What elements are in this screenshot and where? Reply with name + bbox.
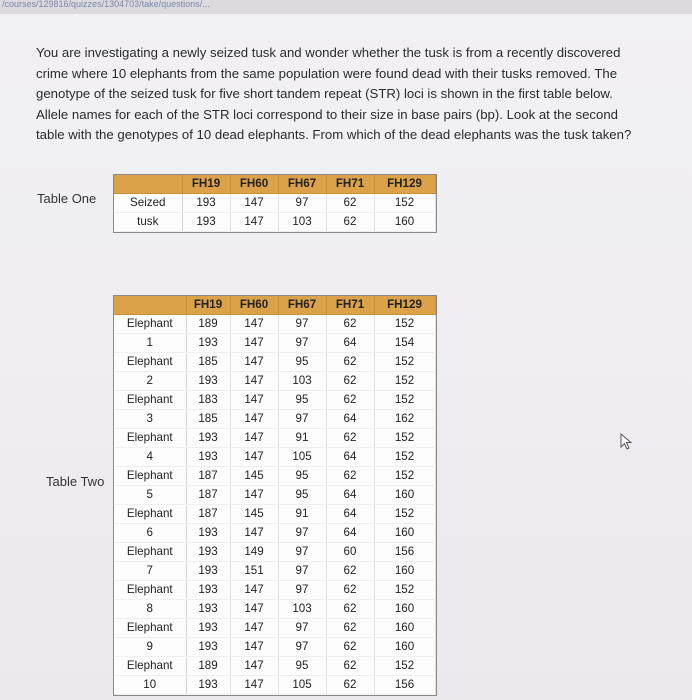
table-one-header: FH129 xyxy=(374,175,435,194)
allele-cell: 62 xyxy=(326,372,374,391)
allele-cell: 183 xyxy=(186,391,230,410)
allele-cell: 97 xyxy=(278,410,326,429)
elephant-number: 9 xyxy=(114,638,186,657)
elephant-name: Elephant xyxy=(114,505,186,524)
table-one-header: FH60 xyxy=(230,175,278,194)
allele-cell: 160 xyxy=(374,638,435,657)
table-two-header: FH19 xyxy=(186,296,230,315)
allele-cell: 62 xyxy=(326,638,374,657)
elephant-row xyxy=(114,486,435,505)
allele-cell: 62 xyxy=(326,391,374,410)
allele-cell: 154 xyxy=(374,334,435,353)
allele-cell: 160 xyxy=(374,562,435,581)
elephant-row xyxy=(114,543,435,562)
elephant-number: 5 xyxy=(114,486,186,505)
allele-cell: 64 xyxy=(326,334,374,353)
allele-cell: 62 xyxy=(326,676,374,695)
allele-cell: 147 xyxy=(230,448,278,467)
allele-cell: 97 xyxy=(278,619,326,638)
allele-cell: 64 xyxy=(326,410,374,429)
question-text: You are investigating a newly seized tusk and wonder whether the tusk is from a recently discovered crime where 10 elephants from the same population were found dead with their tusks removed. The genotype of the seized tusk for five short tandem repeat (STR) loci is shown in the first table below. Allele names for each of the STR loci correspond to their size in base pairs (bp). Look at the second table with the genotypes of 10 dead elephants. From which of the dead elephants was the tusk taken? xyxy=(36,45,632,143)
elephant-number: 1 xyxy=(114,334,186,353)
elephant-row xyxy=(114,676,435,695)
allele-cell: 62 xyxy=(326,467,374,486)
table-two-header: FH60 xyxy=(230,296,278,315)
allele-cell: 145 xyxy=(230,505,278,524)
allele-cell: 147 xyxy=(230,524,278,543)
allele-cell: 147 xyxy=(230,315,278,334)
allele-cell: 193 xyxy=(186,543,230,562)
allele-cell: 62 xyxy=(326,353,374,372)
allele-cell: 160 xyxy=(374,524,435,543)
elephant-name: Elephant xyxy=(114,353,186,372)
table-one-cell: 62 xyxy=(326,194,374,213)
elephant-name: Elephant xyxy=(114,315,186,334)
table-one-corner xyxy=(114,175,182,194)
allele-cell: 62 xyxy=(326,657,374,676)
allele-cell: 152 xyxy=(374,467,435,486)
allele-cell: 95 xyxy=(278,467,326,486)
allele-cell: 147 xyxy=(230,372,278,391)
elephant-name: Elephant xyxy=(114,467,186,486)
table-one-row xyxy=(114,213,435,232)
table-two-label: Table Two xyxy=(46,474,105,489)
table-two-header-row xyxy=(114,296,435,315)
allele-cell: 187 xyxy=(186,486,230,505)
elephant-row xyxy=(114,353,435,372)
allele-cell: 193 xyxy=(186,372,230,391)
elephant-number: 10 xyxy=(114,676,186,695)
elephant-name: Elephant xyxy=(114,581,186,600)
elephant-row xyxy=(114,619,435,638)
allele-cell: 193 xyxy=(186,562,230,581)
table-one-cell: 62 xyxy=(326,213,374,232)
allele-cell: 189 xyxy=(186,315,230,334)
elephant-number: 6 xyxy=(114,524,186,543)
elephant-row xyxy=(114,581,435,600)
elephant-number: 3 xyxy=(114,410,186,429)
allele-cell: 60 xyxy=(326,543,374,562)
table-one-header: FH67 xyxy=(278,175,326,194)
elephant-row xyxy=(114,467,435,486)
allele-cell: 103 xyxy=(278,600,326,619)
elephant-row xyxy=(114,334,435,353)
allele-cell: 193 xyxy=(186,581,230,600)
allele-cell: 62 xyxy=(326,581,374,600)
elephant-row xyxy=(114,505,435,524)
elephant-row xyxy=(114,562,435,581)
allele-cell: 152 xyxy=(374,372,435,391)
allele-cell: 185 xyxy=(186,410,230,429)
elephant-name: Elephant xyxy=(114,543,186,562)
allele-cell: 193 xyxy=(186,676,230,695)
table-two-corner xyxy=(114,296,186,315)
allele-cell: 147 xyxy=(230,486,278,505)
seized-tusk-label-2: tusk xyxy=(114,213,182,232)
allele-cell: 162 xyxy=(374,410,435,429)
allele-cell: 64 xyxy=(326,505,374,524)
allele-cell: 187 xyxy=(186,505,230,524)
allele-cell: 147 xyxy=(230,619,278,638)
allele-cell: 147 xyxy=(230,581,278,600)
allele-cell: 160 xyxy=(374,600,435,619)
allele-cell: 97 xyxy=(278,562,326,581)
allele-cell: 62 xyxy=(326,619,374,638)
allele-cell: 152 xyxy=(374,581,435,600)
elephant-row xyxy=(114,600,435,619)
table-two xyxy=(114,296,436,695)
allele-cell: 156 xyxy=(374,543,435,562)
elephant-row xyxy=(114,391,435,410)
allele-cell: 95 xyxy=(278,657,326,676)
allele-cell: 147 xyxy=(230,638,278,657)
allele-cell: 147 xyxy=(230,353,278,372)
table-two-header: FH129 xyxy=(374,296,435,315)
allele-cell: 64 xyxy=(326,486,374,505)
mouse-cursor-icon xyxy=(620,433,634,451)
allele-cell: 152 xyxy=(374,657,435,676)
elephant-number: 4 xyxy=(114,448,186,467)
allele-cell: 193 xyxy=(186,429,230,448)
elephant-row xyxy=(114,448,435,467)
elephant-number: 8 xyxy=(114,600,186,619)
allele-cell: 97 xyxy=(278,315,326,334)
elephant-row xyxy=(114,429,435,448)
elephant-row xyxy=(114,657,435,676)
allele-cell: 97 xyxy=(278,524,326,543)
elephant-name: Elephant xyxy=(114,429,186,448)
allele-cell: 156 xyxy=(374,676,435,695)
allele-cell: 149 xyxy=(230,543,278,562)
allele-cell: 62 xyxy=(326,315,374,334)
allele-cell: 62 xyxy=(326,429,374,448)
allele-cell: 147 xyxy=(230,391,278,410)
table-one-row xyxy=(114,194,435,213)
allele-cell: 193 xyxy=(186,524,230,543)
allele-cell: 62 xyxy=(326,600,374,619)
elephant-row xyxy=(114,315,435,334)
table-one-cell: 147 xyxy=(230,213,278,232)
elephant-name: Elephant xyxy=(114,391,186,410)
allele-cell: 193 xyxy=(186,619,230,638)
allele-cell: 95 xyxy=(278,391,326,410)
allele-cell: 147 xyxy=(230,410,278,429)
elephant-row xyxy=(114,638,435,657)
elephant-number: 2 xyxy=(114,372,186,391)
allele-cell: 105 xyxy=(278,448,326,467)
allele-cell: 152 xyxy=(374,353,435,372)
allele-cell: 193 xyxy=(186,448,230,467)
table-one-cell: 103 xyxy=(278,213,326,232)
allele-cell: 62 xyxy=(326,562,374,581)
allele-cell: 147 xyxy=(230,657,278,676)
allele-cell: 152 xyxy=(374,505,435,524)
table-one-header-row xyxy=(114,175,435,194)
allele-cell: 147 xyxy=(230,600,278,619)
allele-cell: 193 xyxy=(186,600,230,619)
allele-cell: 147 xyxy=(230,334,278,353)
table-one-cell: 152 xyxy=(374,194,435,213)
table-two-header: FH71 xyxy=(326,296,374,315)
table-one-cell: 147 xyxy=(230,194,278,213)
table-two-header: FH67 xyxy=(278,296,326,315)
allele-cell: 152 xyxy=(374,315,435,334)
allele-cell: 152 xyxy=(374,391,435,410)
allele-cell: 189 xyxy=(186,657,230,676)
table-one-cell: 193 xyxy=(182,194,230,213)
allele-cell: 95 xyxy=(278,353,326,372)
allele-cell: 151 xyxy=(230,562,278,581)
table-one-cell: 193 xyxy=(182,213,230,232)
allele-cell: 91 xyxy=(278,505,326,524)
allele-cell: 147 xyxy=(230,676,278,695)
allele-cell: 97 xyxy=(278,334,326,353)
table-one xyxy=(114,175,436,232)
allele-cell: 145 xyxy=(230,467,278,486)
allele-cell: 160 xyxy=(374,619,435,638)
allele-cell: 193 xyxy=(186,638,230,657)
elephant-row xyxy=(114,524,435,543)
browser-url-fragment: /courses/129816/quizzes/1304703/take/questions/... xyxy=(0,0,692,14)
allele-cell: 105 xyxy=(278,676,326,695)
elephant-name: Elephant xyxy=(114,657,186,676)
allele-cell: 103 xyxy=(278,372,326,391)
allele-cell: 95 xyxy=(278,486,326,505)
elephant-number: 7 xyxy=(114,562,186,581)
elephant-row xyxy=(114,410,435,429)
allele-cell: 97 xyxy=(278,543,326,562)
table-one-header: FH19 xyxy=(182,175,230,194)
allele-cell: 185 xyxy=(186,353,230,372)
allele-cell: 91 xyxy=(278,429,326,448)
table-one-cell: 160 xyxy=(374,213,435,232)
allele-cell: 97 xyxy=(278,581,326,600)
allele-cell: 187 xyxy=(186,467,230,486)
seized-tusk-label: Seized xyxy=(114,194,182,213)
allele-cell: 97 xyxy=(278,638,326,657)
elephant-name: Elephant xyxy=(114,619,186,638)
elephant-row xyxy=(114,372,435,391)
table-one-label: Table One xyxy=(37,191,97,206)
allele-cell: 152 xyxy=(374,448,435,467)
allele-cell: 147 xyxy=(230,429,278,448)
allele-cell: 64 xyxy=(326,524,374,543)
allele-cell: 152 xyxy=(374,429,435,448)
allele-cell: 193 xyxy=(186,334,230,353)
table-one-header: FH71 xyxy=(326,175,374,194)
allele-cell: 160 xyxy=(374,486,435,505)
allele-cell: 64 xyxy=(326,448,374,467)
table-one-cell: 97 xyxy=(278,194,326,213)
